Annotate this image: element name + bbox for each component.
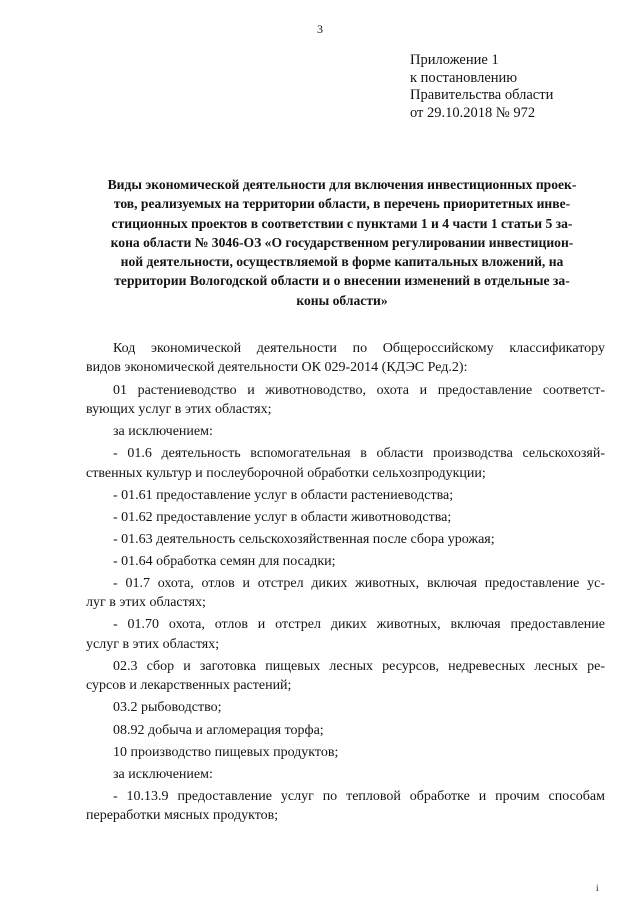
paragraph-code-01 [86, 381, 605, 420]
page-number: 3 [317, 22, 323, 36]
text-line: - 01.63 деятельность сельскохозяйственная после сбора урожая; [113, 531, 495, 547]
document-title [82, 175, 602, 310]
text-line: вующих услуг в этих областях; [86, 401, 272, 417]
paragraph-code-01-61 [86, 486, 605, 505]
text-line: за исключением: [113, 424, 213, 439]
title-line: тов, реализуемых на территории области, в перечень приоритетных инве- [113, 196, 571, 212]
text-line: 08.92 добыча и агломерация торфа; [113, 722, 324, 738]
paragraph-code-10 [86, 743, 605, 762]
title-line: Виды экономической деятельности для включения инвестиционных проек- [107, 177, 577, 192]
text-line: - 01.7 охота, отлов и отстрел диких животных, включая предоставление ус- [113, 575, 605, 591]
text-line: Код экономической деятельности по Общероссийскому классификатору [113, 341, 605, 356]
title-line: стиционных проектов в соответствии с пунктами 1 и 4 части 1 статьи 5 за- [111, 215, 573, 231]
appendix-line: Правительства области [410, 87, 554, 103]
paragraph-code-01-63 [86, 530, 605, 549]
appendix-line: от 29.10.2018 № 972 [410, 104, 536, 121]
paragraph-code-03-2 [86, 698, 605, 717]
paragraph-code-01-64 [86, 552, 605, 571]
appendix-block [410, 52, 630, 122]
text-line: переработки мясных продуктов; [86, 808, 279, 824]
paragraph-intro [86, 339, 605, 378]
paragraph-code-01-70 [86, 615, 605, 654]
text-line: ственных культур и послеуборочной обработки сельхозпродукции; [86, 465, 486, 481]
text-line: видов экономической деятельности ОК 029-2014 (КДЭС Ред.2): [86, 360, 468, 376]
title-line: территории Вологодской области и о внесении изменений в отдельные за- [114, 273, 570, 289]
text-line: 01 растениеводство и животноводство, охота и предоставление соответст- [113, 382, 605, 398]
text-line: - 01.64 обработка семян для посадки; [113, 553, 336, 569]
title-line: кона области № 3046-ОЗ «О государственном регулировании инвестицион- [110, 234, 574, 250]
paragraph-code-01-62 [86, 508, 605, 527]
title-line: ной деятельности, осуществляемой в форме капитальных вложений, на [120, 254, 564, 270]
text-line: - 01.61 предоставление услуг в области растениеводства; [113, 487, 454, 503]
paragraph-code-02-3 [86, 657, 605, 696]
text-line: - 01.62 предоставление услуг в области животноводства; [113, 509, 452, 525]
corner-mark: i [596, 883, 599, 893]
paragraph-code-10-13-9 [86, 787, 605, 826]
paragraph-code-01-7 [86, 574, 605, 613]
text-line: - 01.6 деятельность вспомогательная в области производства сельскохозяй- [113, 446, 605, 462]
paragraph-code-01-6 [86, 444, 605, 483]
text-line: луг в этих областях; [86, 595, 206, 611]
document-body [86, 339, 605, 828]
text-line: 03.2 рыбоводство; [113, 700, 222, 716]
text-line: 02.3 сбор и заготовка пищевых лесных ресурсов, недревесных лесных ре- [113, 658, 605, 674]
paragraph-exclusion [86, 765, 605, 784]
appendix-line: к постановлению [410, 69, 518, 86]
text-line: за исключением: [113, 766, 213, 782]
title-line: коны области» [296, 292, 388, 308]
appendix-line: Приложение 1 [410, 52, 499, 68]
paragraph-code-08-92 [86, 721, 605, 740]
text-line: услуг в этих областях; [86, 636, 220, 652]
paragraph-exclusion [86, 422, 605, 441]
text-line: - 10.13.9 предоставление услуг по тепловой обработке и прочим способам [113, 788, 605, 804]
text-line: 10 производство пищевых продуктов; [113, 744, 339, 760]
text-line: - 01.70 охота, отлов и отстрел диких животных, включая предоставление [113, 617, 605, 633]
text-line: сурсов и лекарственных растений; [86, 678, 292, 694]
